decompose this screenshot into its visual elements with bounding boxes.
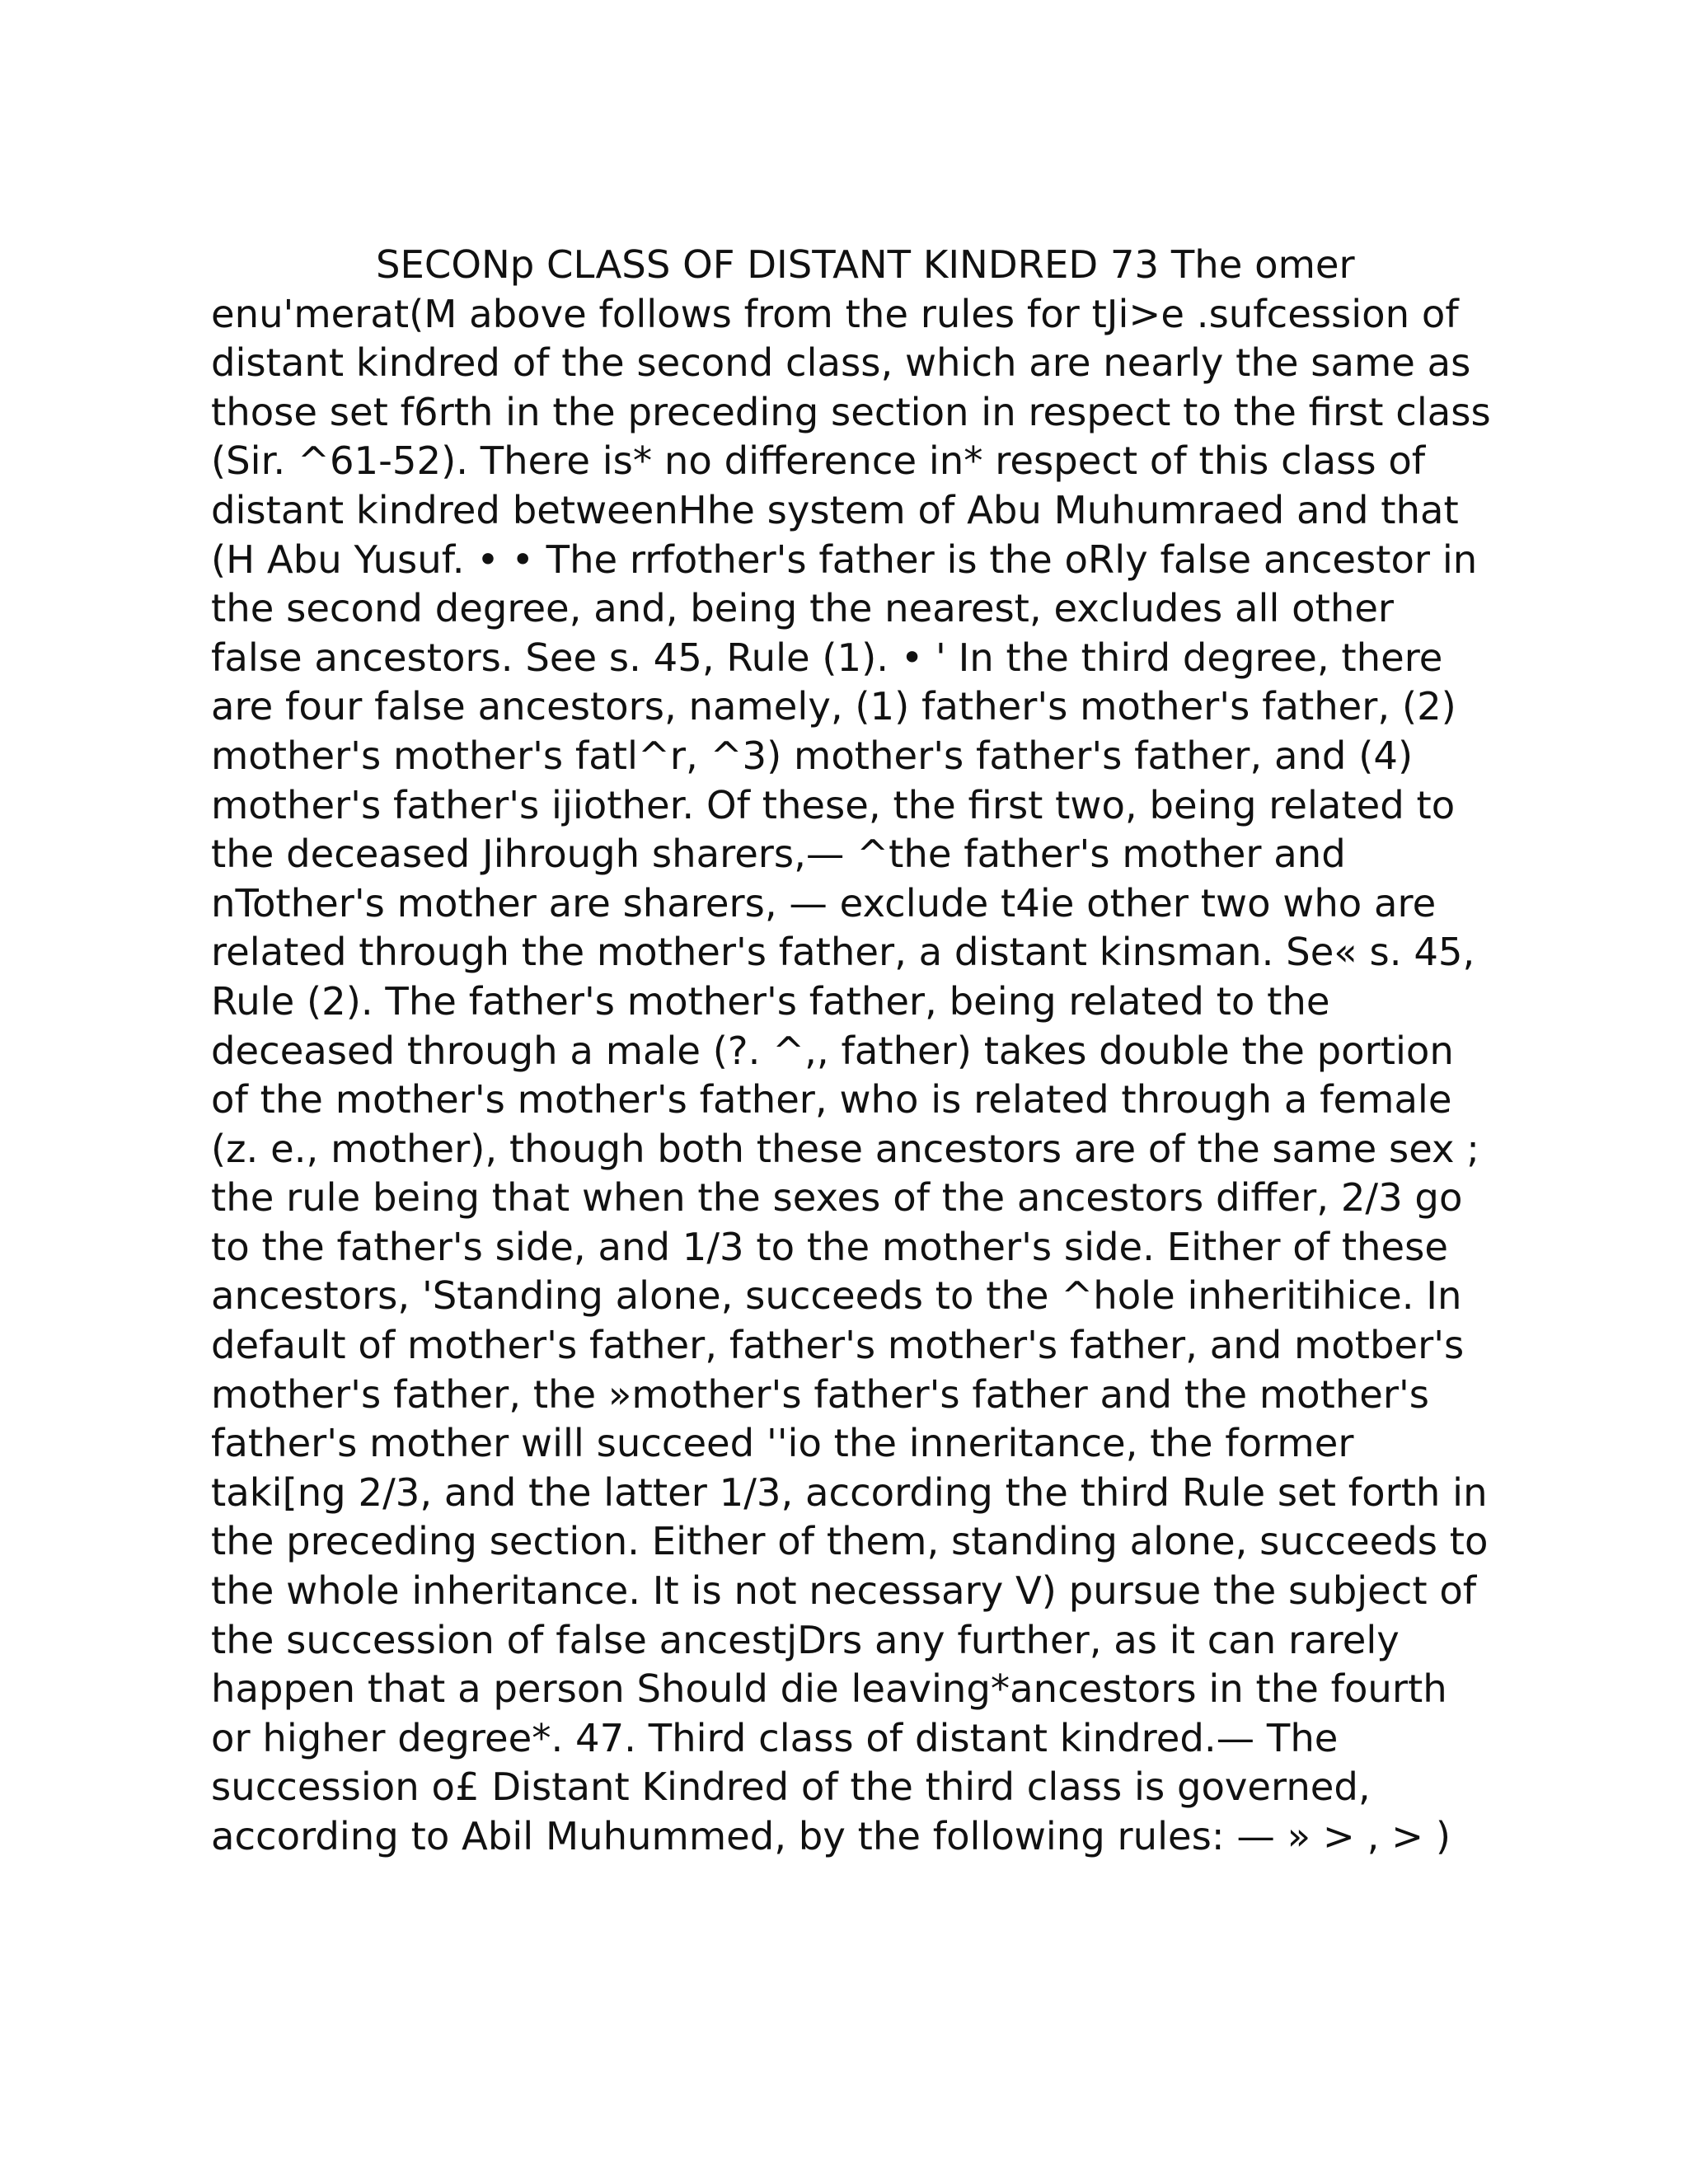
body-text: SECONp CLASS OF DISTANT KINDRED 73 The omer enu'merat(M above follows from the rules for tJi>e .sufcession of distant kindred of the second class, which are nearly the same as those set f6rth in the preceding section in respect to the first class (Sir. ^61-52). There is* no difference in* respect of this class of distant kindred betweenHhe system of Abu Muhumraed and that (H Abu Yusuf. • • The rrfother's father is the oRly false ancestor in the second degree, and, being the nearest, excludes all other false ancestors. See s. 45, Rule (1). • ' In the third degree, there are four false ancestors, namely, (1) father's mother's father, (2) mother's mother's fatl^r, ^3) mother's father's father, and (4) mother's father's ijiother. Of these, the first two, being related to the deceased Jihrough sharers,— ^the father's mother and nTother's mother are sharers, — exclude t4ie other two who are related through the mother's father, a distant kinsman. Se« s. 45, Rule (2). The father's mother's father, being related to the deceased through a male (?. ^,, father) takes double the portion of the mother's mother's father, who is related through a female (z. e., mother), though both these ancestors are of the same sex ; the rule being that when the sexes of the ancestors differ, 2/3 go to the father's side, and 1/3 to the mother's side. Either of these ancestors, 'Standing alone, succeeds to the ^hole inheritihice. In default of mother's father, father's mother's father, and motber's mother's father, the »mother's father's father and the mother's father's mother will succeed ''io the inneritance, the former taki[ng 2/3, and the latter 1/3, according the third Rule set forth in the preceding section. Either of them, standing alone, succeeds to the whole inheritance. It is not necessary V) pursue the subject of the succession of false ancestjDrs any further, as it can rarely happen that a person Should die leaving*ancestors in the fourth or higher degree*. 47. Third class of distant kindred.— The succession o£ Distant Kindred of the third class is governed, according to Abil Muhummed, by the following rules: — » > , > ) xyxy=(211,242,1491,1858)
